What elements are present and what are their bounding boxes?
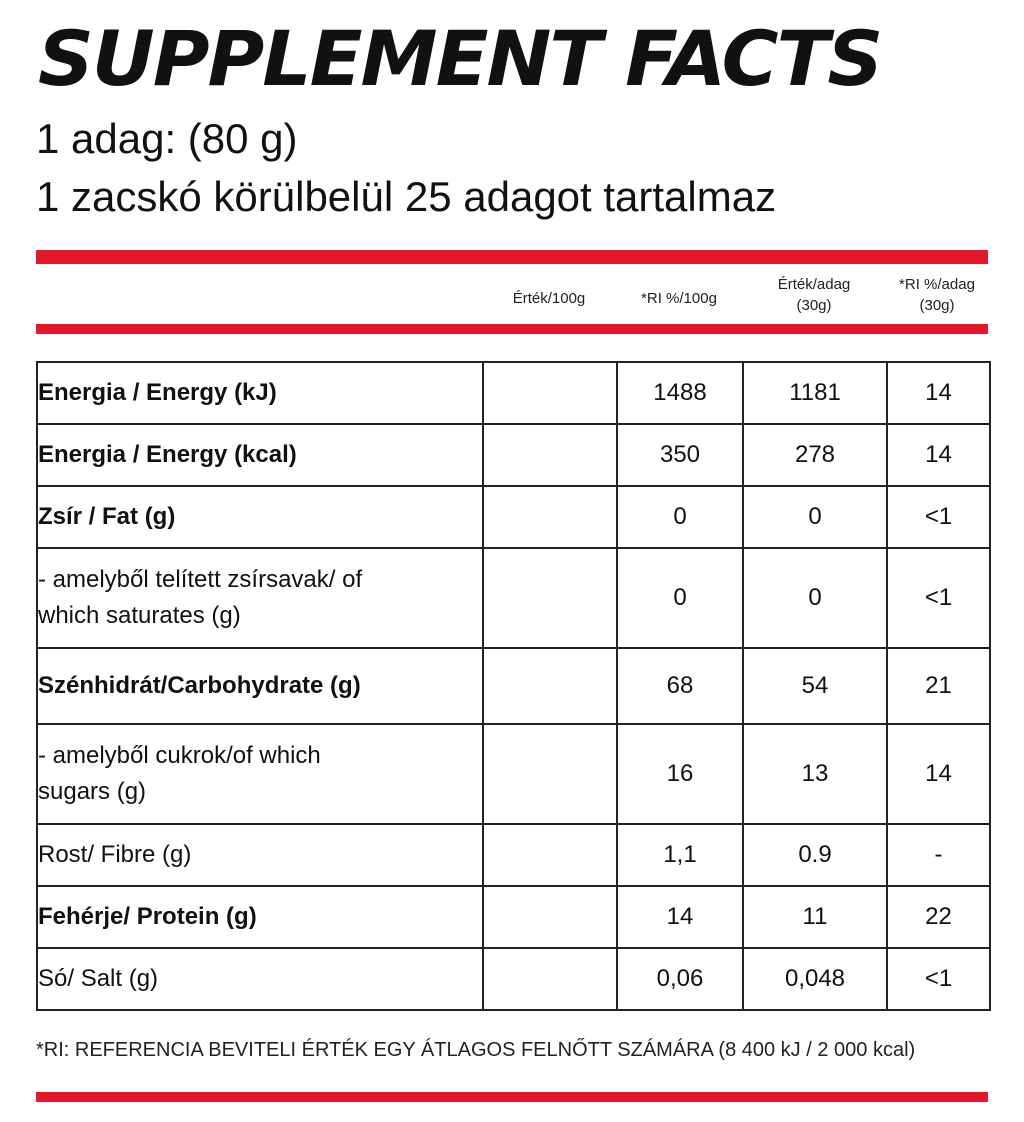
nutrient-label: Szénhidrát/Carbohydrate (g) bbox=[37, 648, 483, 724]
table-row bbox=[37, 362, 990, 424]
nutrient-label: Fehérje/ Protein (g) bbox=[37, 886, 483, 948]
serving-size: 1 adag: (80 g) bbox=[36, 115, 298, 162]
nutrient-label: Energia / Energy (kcal) bbox=[37, 424, 483, 486]
table-row bbox=[37, 486, 990, 548]
value-per-serving: 54 bbox=[743, 648, 887, 724]
value-per-100g: 0 bbox=[617, 548, 743, 648]
column-header-label: Érték/adag bbox=[777, 276, 851, 293]
ri-percent-serving: - bbox=[887, 824, 990, 886]
value-per-serving: 1181 bbox=[743, 362, 887, 424]
ri-percent-serving: <1 bbox=[887, 948, 990, 1010]
empty-cell bbox=[483, 362, 617, 424]
servings-per-container: 1 zacskó körülbelül 25 adagot tartalmaz bbox=[36, 173, 777, 220]
empty-cell bbox=[483, 886, 617, 948]
column-header-value-100g bbox=[482, 288, 616, 309]
nutrient-label-line: - amelyből telített zsírsavak/ of bbox=[38, 566, 363, 593]
column-header-sublabel: (30g) bbox=[796, 297, 832, 314]
ri-percent-serving: 22 bbox=[887, 886, 990, 948]
page-title: SUPPLEMENT FACTS bbox=[38, 14, 882, 103]
ri-percent-serving: <1 bbox=[887, 486, 990, 548]
nutrient-label: Energia / Energy (kJ) bbox=[37, 362, 483, 424]
value-per-100g: 350 bbox=[617, 424, 743, 486]
value-per-serving: 11 bbox=[743, 886, 887, 948]
empty-cell bbox=[483, 948, 617, 1010]
empty-cell bbox=[483, 424, 617, 486]
column-header-ri-100g bbox=[616, 288, 742, 309]
ri-percent-serving: 14 bbox=[887, 424, 990, 486]
value-per-100g: 68 bbox=[617, 648, 743, 724]
nutrient-label-line: sugars (g) bbox=[38, 778, 147, 805]
value-per-serving: 278 bbox=[743, 424, 887, 486]
nutrient-label: Só/ Salt (g) bbox=[37, 948, 483, 1010]
nutrient-label-line: - amelyből cukrok/of which bbox=[38, 742, 321, 769]
table-row bbox=[37, 824, 990, 886]
table-row bbox=[37, 648, 990, 724]
value-per-serving: 0.9 bbox=[743, 824, 887, 886]
value-per-100g: 1,1 bbox=[617, 824, 743, 886]
column-header-value-serving bbox=[742, 274, 886, 316]
value-per-100g: 0,06 bbox=[617, 948, 743, 1010]
header-red-divider bbox=[36, 324, 988, 334]
top-red-divider bbox=[36, 250, 988, 264]
value-per-serving: 0 bbox=[743, 486, 887, 548]
ri-percent-serving: 14 bbox=[887, 362, 990, 424]
ri-footnote: *RI: REFERENCIA BEVITELI ÉRTÉK EGY ÁTLAGOS FELNŐTT SZÁMÁRA (8 400 kJ / 2 000 kcal) bbox=[36, 1039, 916, 1061]
nutrition-table bbox=[36, 361, 991, 1011]
empty-cell bbox=[483, 548, 617, 648]
table-row bbox=[37, 886, 990, 948]
empty-cell bbox=[483, 648, 617, 724]
column-header-sublabel: (30g) bbox=[919, 297, 955, 314]
empty-cell bbox=[483, 486, 617, 548]
value-per-serving: 13 bbox=[743, 724, 887, 824]
ri-percent-serving: 21 bbox=[887, 648, 990, 724]
nutrient-label: Rost/ Fibre (g) bbox=[37, 824, 483, 886]
column-header-label: *RI %/adag bbox=[899, 276, 975, 293]
nutrient-label bbox=[37, 724, 483, 824]
column-header-ri-serving bbox=[886, 274, 988, 316]
table-row bbox=[37, 724, 990, 824]
empty-cell bbox=[483, 824, 617, 886]
column-header-label: Érték/100g bbox=[512, 290, 586, 307]
table-row bbox=[37, 548, 990, 648]
value-per-100g: 1488 bbox=[617, 362, 743, 424]
nutrient-label-line: which saturates (g) bbox=[38, 602, 241, 629]
value-per-serving: 0 bbox=[743, 548, 887, 648]
nutrient-label: Zsír / Fat (g) bbox=[37, 486, 483, 548]
value-per-serving: 0,048 bbox=[743, 948, 887, 1010]
bottom-red-divider bbox=[36, 1092, 988, 1102]
nutrient-label bbox=[37, 548, 483, 648]
table-row bbox=[37, 948, 990, 1010]
empty-cell bbox=[483, 724, 617, 824]
value-per-100g: 16 bbox=[617, 724, 743, 824]
value-per-100g: 0 bbox=[617, 486, 743, 548]
column-header-label: *RI %/100g bbox=[641, 290, 717, 307]
table-row bbox=[37, 424, 990, 486]
ri-percent-serving: <1 bbox=[887, 548, 990, 648]
value-per-100g: 14 bbox=[617, 886, 743, 948]
ri-percent-serving: 14 bbox=[887, 724, 990, 824]
